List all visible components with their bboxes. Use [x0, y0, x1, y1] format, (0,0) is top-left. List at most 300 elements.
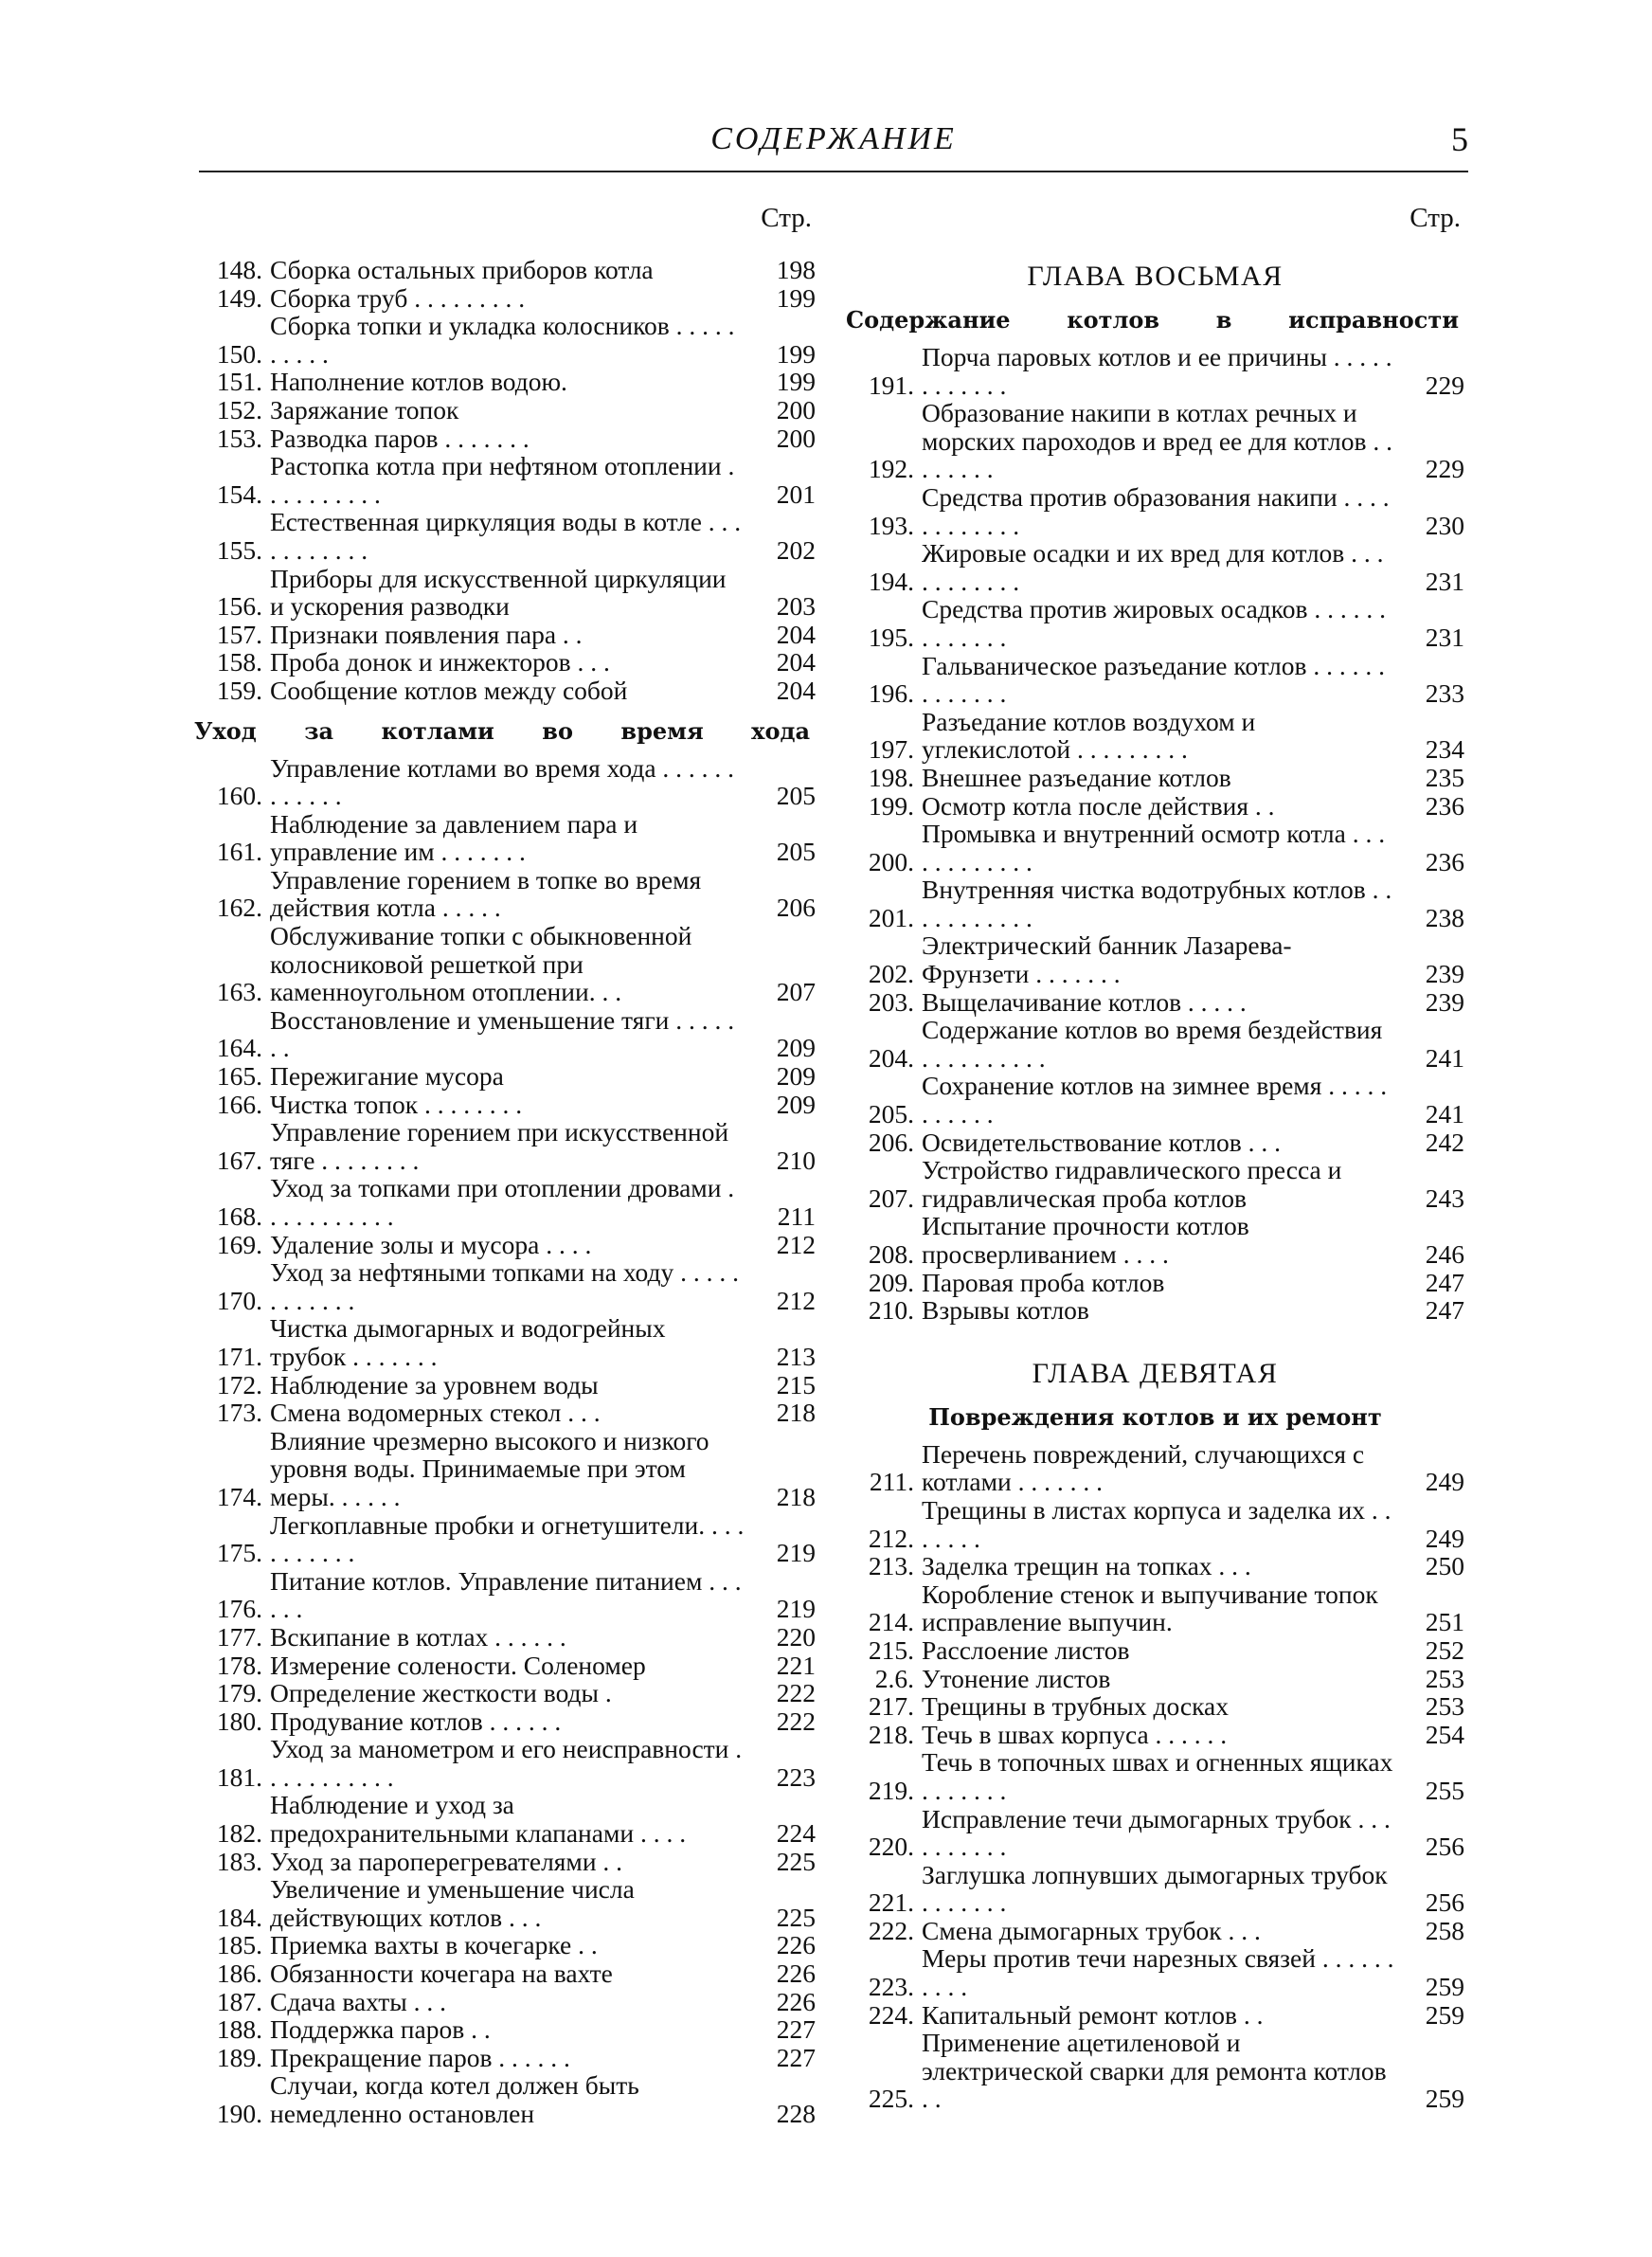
entry-number: 163.: [216, 977, 262, 1007]
entry-page: 207: [776, 977, 816, 1007]
toc-entry: [194, 2044, 816, 2072]
entry-number: 177.: [216, 1621, 262, 1652]
entry-number: 178.: [216, 1650, 262, 1680]
toc-entry: [846, 1128, 1464, 1157]
entry-page: 253: [1425, 1663, 1464, 1693]
entry-number: 221.: [868, 1887, 914, 1918]
entry-title: Капитальный ремонт котлов . .: [922, 1999, 1264, 2030]
entry-page: 200: [776, 423, 816, 453]
entry-title: Прекращение паров . . . . . .: [270, 2042, 570, 2072]
entry-page: 231: [1425, 566, 1464, 596]
entry-page: 253: [1425, 1691, 1464, 1722]
entry-title: Восстановление и уменьшение тяги . . . . . . .: [270, 1004, 735, 1063]
toc-entry: [194, 368, 816, 396]
toc-entry: [846, 1016, 1464, 1072]
entry-title: Признаки появления пара . .: [270, 619, 583, 649]
entry-number: 199.: [868, 790, 914, 821]
toc-entry: [194, 284, 816, 313]
entry-number: 212.: [868, 1523, 914, 1553]
entry-title: Удаление золы и мусора . . . .: [270, 1229, 592, 1259]
entry-page: 258: [1425, 1915, 1464, 1945]
toc-entry: [194, 677, 816, 705]
entry-number: 148.: [216, 255, 262, 284]
entry-title: Обслуживание топки с обыкновенной колосниковой решеткой при каменноугольном отоплении. . .: [270, 921, 692, 1007]
toc-entry: [194, 1371, 816, 1399]
entry-page: 251: [1425, 1607, 1464, 1637]
entry-title: Применение ацетиленовой и электрической сварки для ремонта котлов . .: [922, 2028, 1387, 2114]
entry-number: 159.: [216, 675, 262, 705]
entry-number: 224.: [868, 1999, 914, 2030]
entry-title: Уход за пароперегревателями . .: [270, 1846, 623, 1876]
toc-entry: [194, 1875, 816, 1931]
entry-page: 243: [1425, 1183, 1464, 1213]
entry-number: 180.: [216, 1706, 262, 1736]
entry-page: 241: [1425, 1042, 1464, 1073]
entry-page: 200: [776, 394, 816, 424]
entry-title: Утонение листов: [922, 1663, 1111, 1693]
entry-page: 205: [776, 781, 816, 811]
section-heading: Уход за котлами во время хода: [194, 716, 810, 745]
entry-page: 206: [776, 893, 816, 923]
toc-entry: [194, 1791, 816, 1847]
toc-entry: [194, 1567, 816, 1623]
entry-number: 166.: [216, 1089, 262, 1119]
toc-entry: [194, 1399, 816, 1427]
entry-title: Управление горением в топке во время действия котла . . . . .: [270, 864, 702, 923]
entry-title: Проба донок и инжекторов . . .: [270, 647, 610, 677]
entry-page: 219: [776, 1594, 816, 1624]
entry-title: Расслоение листов: [922, 1634, 1130, 1665]
entry-page: 259: [1425, 1999, 1464, 2030]
entry-title: Смена водомерных стекол . . .: [270, 1398, 601, 1428]
entry-page: 239: [1425, 959, 1464, 989]
entry-title: Измерение солености. Соленомер: [270, 1650, 646, 1680]
entry-number: 183.: [216, 1846, 262, 1876]
toc-entry: [194, 565, 816, 621]
entry-title: Устройство гидравлического пресса и гидравлическая проба котлов: [922, 1155, 1342, 1213]
entry-title: Освидетельствование котлов . . .: [922, 1127, 1281, 1157]
entry-page: 213: [776, 1341, 816, 1371]
entry-title: Взрывы котлов: [922, 1295, 1089, 1326]
entry-number: 205.: [868, 1099, 914, 1129]
entry-page: 236: [1425, 846, 1464, 876]
entry-number: 155.: [216, 534, 262, 565]
entry-title: Паровая проба котлов: [922, 1267, 1165, 1297]
toc-entry: [846, 2029, 1464, 2113]
entry-number: 164.: [216, 1033, 262, 1063]
toc-list: [846, 343, 1464, 1325]
entry-number: 200.: [868, 846, 914, 876]
entry-title: Выщелачивание котлов . . . . .: [922, 986, 1247, 1017]
entry-title: Жировые осадки и их вред для котлов . . . . . . . . . . .: [922, 538, 1384, 596]
toc-entry: [194, 312, 816, 368]
entry-title: Чистка дымогарных и водогрейных трубок . . . . . . .: [270, 1313, 666, 1371]
entry-title: Обязанности кочегара на вахте: [270, 1959, 613, 1989]
entry-title: Содержание котлов во время бездействия . . . . . . . . . .: [922, 1015, 1383, 1073]
entry-number: 184.: [216, 1902, 262, 1932]
entry-page: 218: [776, 1481, 816, 1511]
entry-number: 160.: [216, 781, 262, 811]
toc-entry: [194, 1314, 816, 1370]
entry-page: 212: [776, 1229, 816, 1259]
toc-entry: [846, 988, 1464, 1017]
entry-page: 221: [776, 1650, 816, 1680]
entry-number: 217.: [868, 1691, 914, 1722]
entry-title: Испытание прочности котлов просверливанием . . . .: [922, 1211, 1249, 1269]
entry-page: 241: [1425, 1099, 1464, 1129]
toc-entry: [846, 792, 1464, 821]
entry-page: 224: [776, 1818, 816, 1849]
toc-entry: [846, 1440, 1464, 1496]
entry-number: 190.: [216, 2099, 262, 2128]
entry-title: Сообщение котлов между собой: [270, 675, 628, 705]
entry-page: 215: [776, 1369, 816, 1399]
entry-number: 173.: [216, 1398, 262, 1428]
entry-page: 205: [776, 837, 816, 867]
toc-entry: [194, 396, 816, 424]
toc-entry: [846, 652, 1464, 708]
entry-page: 204: [776, 619, 816, 649]
entry-page: 231: [1425, 622, 1464, 652]
toc-entry: [194, 1118, 816, 1174]
entry-number: 193.: [868, 510, 914, 540]
toc-entry: [194, 754, 816, 810]
entry-page: 255: [1425, 1775, 1464, 1805]
toc-entry: [846, 1269, 1464, 1297]
entry-page: 199: [776, 367, 816, 397]
entry-page: 247: [1425, 1267, 1464, 1297]
entry-page: 222: [776, 1706, 816, 1736]
entry-title: Сохранение котлов на зимнее время . . . . . . . . . . .: [922, 1071, 1388, 1129]
toc-entry: [846, 1156, 1464, 1212]
toc-entry: [194, 1988, 816, 2016]
toc-entry: [194, 424, 816, 453]
chapter-heading: ГЛАВА ДЕВЯТАЯ: [1032, 1357, 1279, 1389]
entry-number: 222.: [868, 1915, 914, 1945]
entry-number: 169.: [216, 1229, 262, 1259]
toc-entry: [846, 1552, 1464, 1580]
entry-number: 213.: [868, 1551, 914, 1581]
entry-title: Сборка топки и укладка колосников . . . . . . . . . .: [270, 311, 735, 369]
entry-page: 234: [1425, 734, 1464, 765]
entry-page: 211: [777, 1201, 816, 1231]
entry-title: Вскипание в котлах . . . . . .: [270, 1621, 566, 1652]
entry-number: 168.: [216, 1201, 262, 1231]
entry-title: Трещины в трубных досках: [922, 1691, 1229, 1722]
entry-number: 210.: [868, 1295, 914, 1326]
entry-number: 206.: [868, 1127, 914, 1157]
entry-page: 201: [776, 478, 816, 509]
entry-page: 210: [776, 1145, 816, 1175]
entry-number: 158.: [216, 647, 262, 677]
entry-page: 223: [776, 1761, 816, 1792]
toc-entry: [846, 1917, 1464, 1945]
toc-entry: [194, 1652, 816, 1680]
entry-title: Меры против течи нарезных связей . . . . . . . . . .: [922, 1943, 1394, 2002]
entry-page: 252: [1425, 1634, 1464, 1665]
entry-page: 233: [1425, 678, 1464, 709]
toc-entry: [194, 1931, 816, 1959]
entry-page: 199: [776, 338, 816, 369]
entry-number: 182.: [216, 1818, 262, 1849]
toc-entry: [194, 810, 816, 866]
entry-number: 198.: [868, 762, 914, 792]
section-heading: Повреждения котлов и их ремонт: [928, 1402, 1382, 1431]
entry-page: 246: [1425, 1239, 1464, 1269]
toc-entry: [194, 508, 816, 564]
toc-entry: [194, 1511, 816, 1567]
entry-title: Сборка остальных приборов котла: [270, 255, 654, 284]
entry-number: 225.: [868, 2084, 914, 2114]
toc-entry: [194, 621, 816, 649]
entry-number: 153.: [216, 423, 262, 453]
entry-number: 162.: [216, 893, 262, 923]
toc-entry: [846, 1692, 1464, 1721]
entry-page: 236: [1425, 790, 1464, 821]
entry-title: Разводка паров . . . . . . .: [270, 423, 530, 453]
toc-entry: [194, 452, 816, 508]
entry-title: Наблюдение и уход за предохранительными клапанами . . . .: [270, 1790, 687, 1849]
toc-list: [846, 1440, 1464, 2113]
toc-entry: [194, 1174, 816, 1230]
entry-title: Приемка вахты в кочегарке . .: [270, 1930, 598, 1960]
entry-title: Случаи, когда котел должен быть немедленно остановлен: [270, 2070, 639, 2128]
entry-page: 256: [1425, 1832, 1464, 1862]
entry-number: 170.: [216, 1285, 262, 1315]
toc-entry: [194, 1959, 816, 1988]
entry-title: Разъедание котлов воздухом и углекислотой . . . . . . . . .: [922, 706, 1256, 765]
entry-number: 192.: [868, 454, 914, 484]
entry-title: Гальваническое разъедание котлов . . . . . . . . . . . . .: [922, 650, 1386, 709]
toc-entry: [846, 876, 1464, 931]
entry-title: Поддержка паров . .: [270, 2014, 491, 2045]
entry-title: Электрический банник Лазарева-Фрунзети . . . . . . .: [922, 930, 1292, 989]
entry-page: 254: [1425, 1719, 1464, 1749]
entry-number: 211.: [869, 1467, 914, 1497]
entry-page: 203: [776, 591, 816, 622]
entry-number: 207.: [868, 1183, 914, 1213]
entry-number: 157.: [216, 619, 262, 649]
right-column: [846, 199, 1464, 2113]
entry-page: 204: [776, 675, 816, 705]
entry-title: Перечень повреждений, случающихся с котлами . . . . . . .: [922, 1438, 1365, 1497]
entry-page: 220: [776, 1621, 816, 1652]
entry-title: Внутренняя чистка водотрубных котлов . . . . . . . . . . .: [922, 875, 1392, 932]
toc-entry: [846, 595, 1464, 651]
entry-page: 226: [776, 1986, 816, 2016]
entry-number: 219.: [868, 1775, 914, 1805]
entry-number: 165.: [216, 1061, 262, 1092]
entry-number: 172.: [216, 1369, 262, 1399]
entry-number: 203.: [868, 986, 914, 1017]
entry-page: 209: [776, 1061, 816, 1092]
entry-number: 195.: [868, 622, 914, 652]
entry-page: 249: [1425, 1467, 1464, 1497]
entry-page: 226: [776, 1959, 816, 1989]
entry-title: Наполнение котлов водою.: [270, 367, 567, 397]
entry-title: Пережигание мусора: [270, 1061, 504, 1092]
toc-entry: [194, 1006, 816, 1062]
entry-page: 199: [776, 282, 816, 313]
entry-number: 214.: [868, 1607, 914, 1637]
toc-entry: [194, 2071, 816, 2127]
toc-entry: [194, 1427, 816, 1511]
toc-entry: [846, 343, 1464, 399]
entry-number: 154.: [216, 478, 262, 509]
entry-page: 204: [776, 647, 816, 677]
toc-entry: [846, 1580, 1464, 1636]
toc-entry: [846, 708, 1464, 764]
entry-number: 2.6.: [874, 1663, 914, 1693]
entry-page: 250: [1425, 1551, 1464, 1581]
toc-entry: [194, 866, 816, 922]
entry-title: Наблюдение за давлением пара и управление им . . . . . . .: [270, 808, 638, 867]
toc-entry: [846, 820, 1464, 876]
toc-entry: [846, 399, 1464, 483]
toc-entry: [194, 256, 816, 284]
toc-entry: [846, 1296, 1464, 1325]
toc-entry: [194, 1231, 816, 1259]
entry-title: Смена дымогарных трубок . . .: [922, 1915, 1261, 1945]
toc-entry: [194, 1707, 816, 1736]
entry-number: 223.: [868, 1972, 914, 2002]
chapter-heading: ГЛАВА ВОСЬМАЯ: [1027, 261, 1284, 292]
toc-entry: [846, 1805, 1464, 1861]
entry-page: 229: [1425, 370, 1464, 400]
entry-page: 249: [1425, 1523, 1464, 1553]
entry-title: Приборы для искусственной циркуляции и ускорения разводки: [270, 563, 727, 622]
toc-list: [194, 256, 816, 705]
toc-entry: [194, 648, 816, 677]
left-column: [194, 199, 816, 2128]
entry-number: 150.: [216, 338, 262, 369]
entry-number: 179.: [216, 1678, 262, 1708]
entry-title: Чистка топок . . . . . . . .: [270, 1089, 523, 1119]
entry-title: Определение жесткости воды .: [270, 1678, 612, 1708]
entry-title: Наблюдение за уровнем воды: [270, 1369, 599, 1399]
entry-page: 209: [776, 1033, 816, 1063]
entry-page: 198: [776, 255, 816, 284]
entry-page: 218: [776, 1398, 816, 1428]
entry-title: Заглушка лопнувших дымогарных трубок . . . . . . .: [922, 1859, 1388, 1918]
toc-entry: [846, 1721, 1464, 1749]
entry-title: Легкоплавные пробки и огнетушители. . . . . . . . . . .: [270, 1509, 745, 1568]
entry-number: 208.: [868, 1239, 914, 1269]
entry-page: 229: [1425, 454, 1464, 484]
entry-title: Коробление стенок и выпучивание топок исправление выпучин.: [922, 1579, 1378, 1637]
entry-number: 204.: [868, 1042, 914, 1073]
entry-number: 175.: [216, 1538, 262, 1568]
entry-title: Внешнее разъедание котлов: [922, 762, 1231, 792]
toc-entry: [846, 1861, 1464, 1917]
toc-entry: [846, 1748, 1464, 1804]
entry-page: 225: [776, 1846, 816, 1876]
entry-number: 156.: [216, 591, 262, 622]
toc-entry: [194, 1735, 816, 1791]
entry-page: 209: [776, 1089, 816, 1119]
entry-number: 151.: [216, 367, 262, 397]
page-number: 5: [1451, 120, 1468, 158]
entry-page: 228: [776, 2099, 816, 2128]
entry-page: 259: [1425, 2084, 1464, 2114]
entry-number: 176.: [216, 1594, 262, 1624]
section-heading: Содержание котлов в исправности: [846, 306, 1459, 334]
entry-title: Продувание котлов . . . . . .: [270, 1706, 562, 1736]
toc-list: [194, 754, 816, 2128]
toc-entry: [194, 2015, 816, 2044]
toc-entry: [846, 539, 1464, 595]
toc-entry: [194, 1623, 816, 1652]
entry-title: Исправление течи дымогарных трубок . . . . . . . . . .: [922, 1803, 1391, 1862]
toc-entry: [846, 1665, 1464, 1693]
entry-number: 187.: [216, 1986, 262, 2016]
entry-page: 227: [776, 2042, 816, 2072]
page-column-label: Стр.: [761, 203, 812, 233]
entry-page: 230: [1425, 510, 1464, 540]
toc-entry: [846, 1212, 1464, 1268]
entry-number: 181.: [216, 1761, 262, 1792]
entry-number: 191.: [868, 370, 914, 400]
entry-number: 186.: [216, 1959, 262, 1989]
entry-page: 225: [776, 1902, 816, 1932]
entry-number: 215.: [868, 1634, 914, 1665]
entry-title: Течь в швах корпуса . . . . . .: [922, 1719, 1228, 1749]
entry-title: Сдача вахты . . .: [270, 1986, 446, 2016]
spacer: [846, 1325, 1464, 1353]
entry-title: Естественная циркуляция воды в котле . . . . . . . . . . .: [270, 507, 742, 565]
entry-number: 171.: [216, 1341, 262, 1371]
toc-entry: [846, 931, 1464, 987]
page-column-label: Стр.: [1410, 203, 1461, 233]
page-header: [199, 112, 1468, 172]
entry-page: 242: [1425, 1127, 1464, 1157]
entry-page: 247: [1425, 1295, 1464, 1326]
entry-page: 202: [776, 534, 816, 565]
toc-entry: [194, 1679, 816, 1707]
entry-page: 212: [776, 1285, 816, 1315]
entry-title: Осмотр котла после действия . .: [922, 790, 1275, 821]
toc-entry: [194, 1848, 816, 1876]
toc-entry: [846, 483, 1464, 539]
entry-number: 189.: [216, 2042, 262, 2072]
entry-page: 226: [776, 1930, 816, 1960]
entry-title: Управление котлами во время хода . . . . . . . . . . . .: [270, 752, 735, 811]
entry-title: Сборка труб . . . . . . . . .: [270, 282, 526, 313]
toc-entry: [846, 1072, 1464, 1128]
toc-entry: [846, 2001, 1464, 2030]
entry-number: 149.: [216, 282, 262, 313]
toc-entry: [194, 1062, 816, 1091]
entry-number: 197.: [868, 734, 914, 765]
entry-title: Образование накипи в котлах речных и морских пароходов и вред ее для котлов . . . . . . . .: [922, 398, 1393, 484]
entry-page: 219: [776, 1538, 816, 1568]
entry-number: 194.: [868, 566, 914, 596]
entry-title: Уход за топками при отоплении дровами . . . . . . . . . . .: [270, 1173, 735, 1231]
entry-title: Трещины в листах корпуса и заделка их . . . . . . .: [922, 1494, 1392, 1553]
entry-number: 201.: [868, 902, 914, 932]
entry-number: 167.: [216, 1145, 262, 1175]
toc-entry: [846, 764, 1464, 792]
toc-entry: [194, 922, 816, 1006]
entry-title: Заряжание топок: [270, 394, 459, 424]
entry-number: 202.: [868, 959, 914, 989]
entry-page: 227: [776, 2014, 816, 2045]
toc-entry: [194, 1258, 816, 1314]
toc-entry: [846, 1636, 1464, 1665]
entry-page: 256: [1425, 1887, 1464, 1918]
entry-title: Питание котлов. Управление питанием . . . . . .: [270, 1565, 742, 1624]
entry-number: 209.: [868, 1267, 914, 1297]
